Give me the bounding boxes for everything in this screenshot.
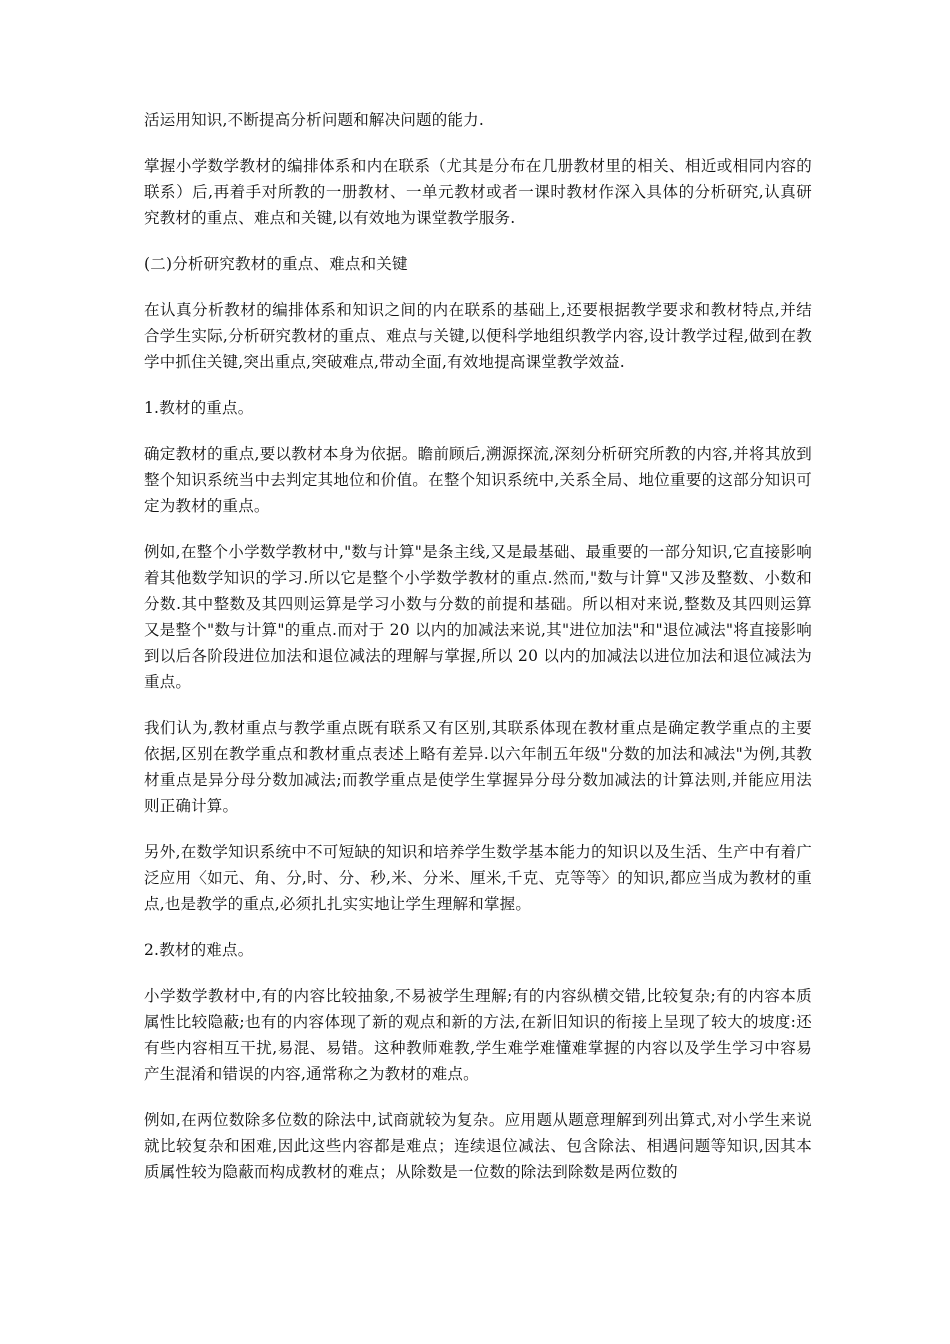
subsection-heading: 1.教材的重点。	[144, 399, 254, 417]
paragraph: 活运用知识,不断提高分析问题和解决问题的能力.	[144, 111, 484, 129]
paragraph: 例如,在两位数除多位数的除法中,试商就较为复杂。应用题从题意理解到列出算式,对小学生来说就比较复杂和困难,因此这些内容都是难点；连续退位减法、包含除法、相遇问题等知识,因其本质属性较为隐蔽而构成教材的难点；从除数是一位数的除法到除数是两位数的	[144, 1111, 812, 1181]
paragraph: 我们认为,教材重点与教学重点既有联系又有区别,其联系体现在教材重点是确定教学重点的主要依据,区别在教学重点和教材重点表述上略有差异.以六年制五年级"分数的加法和减法"为例,其教材重点是异分母分数加减法;而教学重点是使学生掌握异分母分数加减法的计算法则,并能应用法则正确计算。	[144, 719, 812, 815]
document-body	[144, 107, 812, 1205]
subsection-heading: 2.教材的难点。	[144, 941, 254, 959]
paragraph: 小学数学教材中,有的内容比较抽象,不易被学生理解;有的内容纵横交错,比较复杂;有的内容本质属性比较隐蔽;也有的内容体现了新的观点和新的方法,在新旧知识的衔接上呈现了较大的坡度:还有些内容相互干扰,易混、易错。这种教师难教,学生难学难懂难掌握的内容以及学生学习中容易产生混淆和错误的内容,通常称之为教材的难点。	[144, 987, 812, 1083]
paragraph: 掌握小学数学教材的编排体系和内在联系（尤其是分布在几册教材里的相关、相近或相同内容的联系）后,再着手对所教的一册教材、一单元教材或者一课时教材作深入具体的分析研究,认真研究教材的重点、难点和关键,以有效地为课堂教学服务.	[144, 157, 812, 227]
paragraph: 在认真分析教材的编排体系和知识之间的内在联系的基础上,还要根据教学要求和教材特点,并结合学生实际,分析研究教材的重点、难点与关键,以便科学地组织教学内容,设计教学过程,做到在教学中抓住关键,突出重点,突破难点,带动全面,有效地提高课堂教学效益.	[144, 301, 812, 371]
section-heading: (二)分析研究教材的重点、难点和关键	[144, 255, 408, 273]
paragraph: 确定教材的重点,要以教材本身为依据。瞻前顾后,溯源探流,深刻分析研究所教的内容,并将其放到整个知识系统当中去判定其地位和价值。在整个知识系统中,关系全局、地位重要的这部分知识可定为教材的重点。	[144, 445, 812, 515]
paragraph: 另外,在数学知识系统中不可短缺的知识和培养学生数学基本能力的知识以及生活、生产中有着广泛应用〈如元、角、分,时、分、秒,米、分米、厘米,千克、克等等〉的知识,都应当成为教材的重点,也是教学的重点,必须扎扎实实地让学生理解和掌握。	[144, 843, 812, 913]
paragraph: 例如,在整个小学数学教材中,"数与计算"是条主线,又是最基础、最重要的一部分知识,它直接影响着其他数学知识的学习.所以它是整个小学数学教材的重点.然而,"数与计算"又涉及整数、小数和分数.其中整数及其四则运算是学习小数与分数的前提和基础。所以相对来说,整数及其四则运算又是整个"数与计算"的重点.而对于 20 以内的加减法来说,其"进位加法"和"退位减法"将直接影响到以后各阶段进位加法和退位减法的理解与掌握,所以 20 以内的加减法以进位加法和退位减法为重点。	[144, 543, 812, 691]
